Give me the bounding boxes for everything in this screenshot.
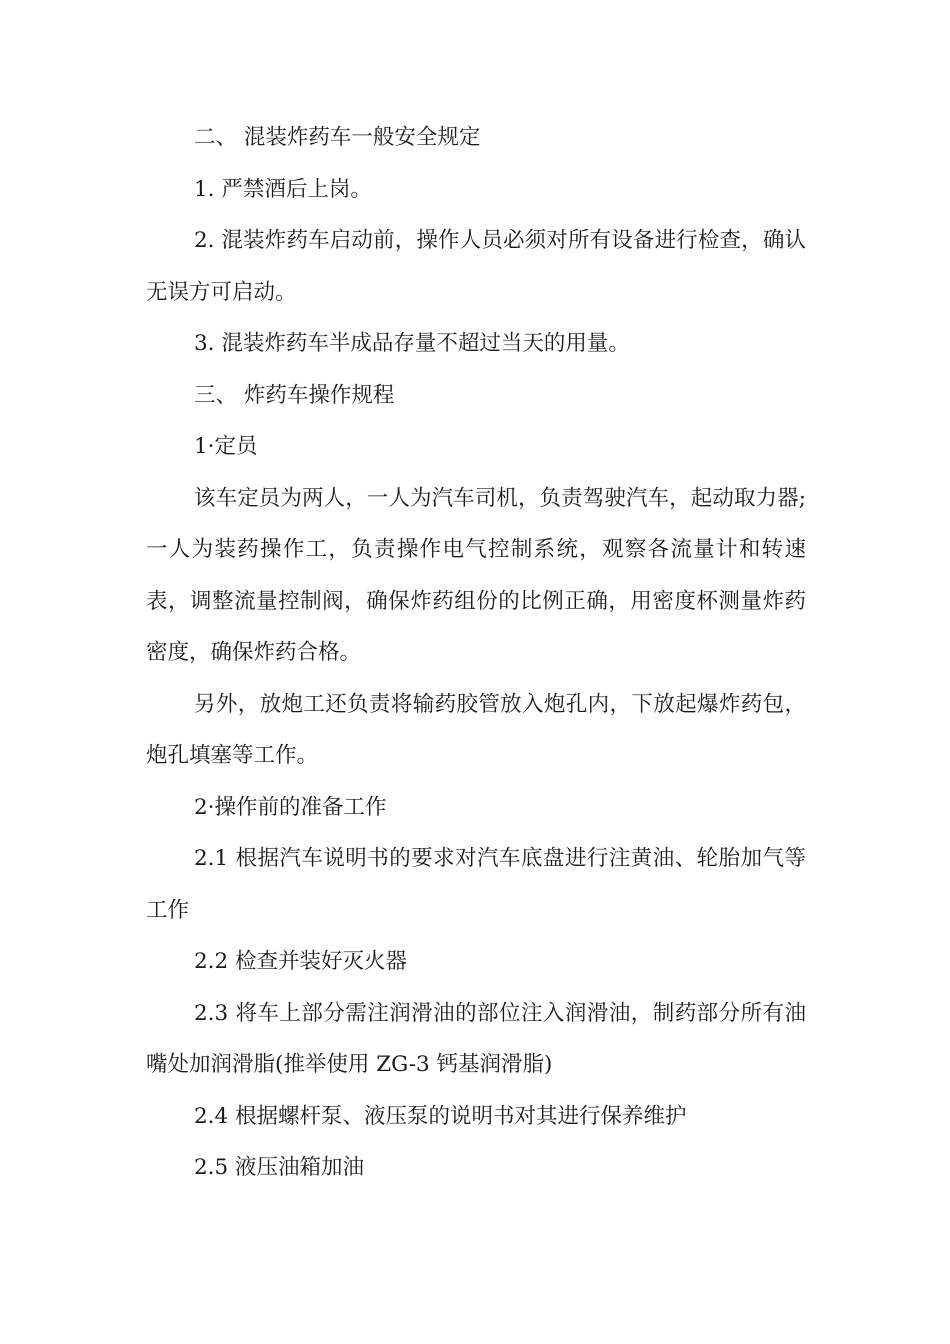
paragraph-prep-2-4: 2.4 根据螺杆泵、液压泵的说明书对其进行保养维护 bbox=[194, 1103, 687, 1129]
document-body bbox=[146, 112, 806, 1194]
paragraph-staffing-detail: 该车定员为两人，一人为汽车司机，负责驾驶汽车，起动取力器; 一人为装药操作工，负责操作电气控制系统，观察各流量计和转速表，调整流量控制阀，确保炸药组份的比例正确，用密度杯测量炸药密度，确保炸药合格。 bbox=[146, 485, 806, 665]
subheading-preparation: 2·操作前的准备工作 bbox=[194, 794, 387, 820]
paragraph-prep-2-5: 2.5 液压油箱加油 bbox=[194, 1155, 365, 1180]
paragraph-prep-2-2: 2.2 检查并装好灭火器 bbox=[194, 949, 408, 974]
subheading-staffing: 1·定员 bbox=[194, 434, 258, 459]
paragraph-prep-2-3: 2.3 将车上部分需注润滑油的部位注入润滑油，制药部分所有油嘴处加润滑脂(推举使用 ZG-3 钙基润滑脂) bbox=[146, 1000, 806, 1077]
paragraph-rule-1: 1. 严禁酒后上岗。 bbox=[194, 176, 372, 202]
section-heading-operation-procedure: 三、 炸药车操作规程 bbox=[194, 382, 395, 408]
paragraph-blaster-duties: 另外，放炮工还负责将输药胶管放入炮孔内，下放起爆炸药包，炮孔填塞等工作。 bbox=[146, 691, 806, 768]
paragraph-rule-2: 2. 混装炸药车启动前，操作人员必须对所有设备进行检查，确认无误方可启动。 bbox=[146, 228, 806, 305]
section-heading-general-safety: 二、 混装炸药车一般安全规定 bbox=[194, 125, 481, 150]
paragraph-prep-2-1: 2.1 根据汽车说明书的要求对汽车底盘进行注黄油、轮胎加气等工作 bbox=[146, 846, 806, 923]
paragraph-rule-3: 3. 混装炸药车半成品存量不超过当天的用量。 bbox=[194, 331, 630, 356]
